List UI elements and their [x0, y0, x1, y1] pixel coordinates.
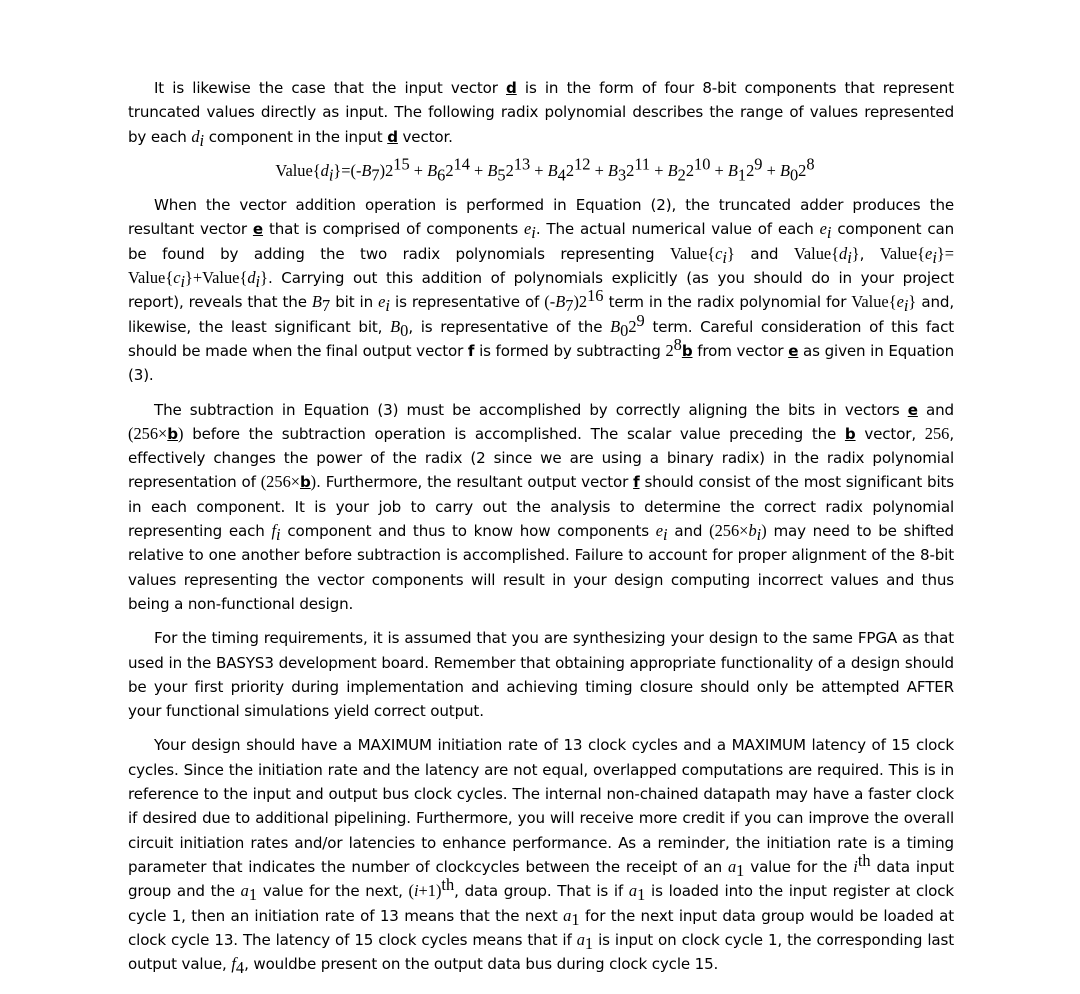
text-segment-m: }: [260, 268, 268, 288]
text-segment-sub-mi: i: [328, 165, 334, 185]
text-segment-mi: a: [240, 881, 249, 901]
text-segment: for the next input data group would be loaded at clock cycle 13. The latency of 15 clock cycles means that if: [128, 906, 954, 949]
text-segment-mi: f: [231, 954, 236, 974]
text-segment: before the subtraction operation is accomplished. The scalar value preceding the: [183, 424, 845, 443]
text-segment-sub-mi: i: [180, 272, 186, 292]
text-segment-sub-mi: i: [663, 525, 668, 545]
text-segment: is in the form of four 8-bit components that represent truncated values directly as input. The following radix polynomial describes the range of values represented by each: [128, 79, 954, 146]
text-segment-m: }: [908, 292, 917, 312]
paragraph-timing-requirements: [128, 626, 954, 723]
text-segment-m: (256×: [709, 521, 749, 541]
text-segment-m: Value{: [793, 243, 840, 263]
text-segment-m: 256: [924, 423, 950, 443]
text-segment-sub: 4: [235, 958, 245, 978]
text-segment: that is comprised of components: [263, 220, 524, 239]
text-segment-m: 2: [505, 160, 514, 180]
text-segment-ub: f: [633, 473, 640, 492]
text-segment: and: [917, 400, 954, 419]
text-segment-m: (-: [544, 292, 556, 312]
text-segment-mi: e: [378, 292, 386, 312]
text-segment-m: ): [761, 521, 767, 541]
text-segment-sub-mi: i: [932, 247, 937, 267]
text-segment-m: 2: [565, 160, 575, 180]
text-segment-sup: 15: [393, 154, 410, 174]
text-segment-sup: 9: [636, 310, 645, 330]
text-segment: , is representative of the: [408, 317, 611, 336]
text-segment: Your design should have a MAXIMUM initiation rate of 13 clock cycles and a MAXIMUM latency of 15 clock cycles. Since the initiation rate and the latency are not equal, overlapped computations are required. This is in reference to the input and output bus clock cycles. The internal non-chained datapath may have a faster clock if desired due to additional pipelining. Furthermore, you will receive more credit if you can improve the overall circuit initiation rates and/or latencies to enhance performance. As a reminder, the initiation rate is a timing parameter that indicates the number of clockcycles between the receipt of an: [128, 736, 954, 876]
text-segment-mi: B: [779, 160, 790, 180]
text-segment: is formed by subtracting: [474, 341, 666, 360]
text-segment-sub-mi: i: [255, 272, 261, 292]
text-segment-m: 2: [665, 340, 674, 360]
text-segment-sup: 13: [513, 154, 531, 174]
paragraph-vector-addition: [128, 193, 954, 387]
text-segment-sup: 8: [806, 154, 815, 174]
text-segment-sup: 10: [694, 154, 711, 174]
text-segment: value for the next,: [257, 882, 409, 901]
radix-polynomial-equation: [128, 154, 954, 185]
text-segment-sup: 11: [634, 154, 651, 174]
text-segment-mi: d: [247, 268, 256, 288]
text-segment: term. Careful consideration of this fact should be made when the final output vector: [128, 317, 955, 360]
paragraph-input-vector-d: [128, 76, 954, 149]
text-segment-sub: 7: [321, 296, 331, 316]
text-segment-mi: B: [667, 160, 678, 180]
text-segment-mi: a: [576, 929, 585, 949]
text-segment: value for the: [744, 857, 854, 876]
text-segment-m: Value{: [879, 243, 926, 263]
text-segment-m: }: [726, 243, 735, 263]
text-segment-sub-mi: i: [756, 525, 762, 545]
text-segment-mi: B: [607, 160, 618, 180]
text-segment-mi: B: [727, 160, 738, 180]
text-segment-mi: a: [563, 905, 572, 925]
text-segment-sub: 3: [617, 165, 627, 185]
text-segment: is representative of: [389, 293, 545, 312]
text-segment-ub: e: [907, 400, 918, 419]
text-segment: component and thus to know how components: [280, 522, 656, 541]
text-segment-m: +: [469, 160, 488, 180]
text-segment: , effectively changes the power of the radix (2 since we are using a binary radix) in the radix polynomial representation of: [128, 424, 955, 492]
text-segment-m: +: [650, 160, 668, 180]
text-segment: , wouldbe present on the output data bus during clock cycle 15.: [244, 955, 719, 974]
text-segment: is input on clock cycle 1, the corresponding last output value,: [128, 930, 954, 974]
text-segment-mi: B: [555, 292, 566, 312]
text-segment: data input group and the: [128, 857, 954, 901]
text-segment-sup: 8: [673, 334, 682, 354]
paragraph-initiation-rate-latency: [128, 733, 954, 976]
text-segment-mi: i: [853, 856, 858, 876]
text-segment-mi: a: [727, 856, 737, 876]
text-segment-mi: d: [320, 160, 329, 180]
text-segment: component can be found by adding the two radix polynomials representing: [128, 220, 955, 263]
text-segment-ub: e: [252, 220, 264, 239]
text-segment-m: (: [408, 881, 414, 901]
text-segment: may need to be shifted relative to one another before subtraction is accomplished. Failure to account for proper alignment of the 8-bit values representing the vector components will result in your design computing incorrect values and thus being a non-functional design.: [128, 522, 954, 613]
text-segment-sub: 0: [620, 320, 629, 340]
text-segment: . The actual numerical value of each: [535, 220, 820, 239]
text-segment-mi: B: [610, 316, 621, 336]
text-segment-sub-mi: i: [531, 223, 536, 243]
text-segment: and, likewise, the least significant bit,: [128, 293, 954, 336]
text-segment: bit in: [330, 293, 379, 312]
text-segment: , data group. That is if: [454, 882, 629, 901]
text-segment-sup: 14: [453, 154, 470, 174]
text-segment-mi: f: [271, 521, 277, 541]
text-segment-sub-mi: i: [199, 130, 205, 150]
text-segment: It is likewise the case that the input vector: [154, 79, 507, 97]
text-segment-mi: e: [655, 521, 664, 541]
text-segment-sub: 1: [637, 885, 646, 905]
text-segment-mi: B: [311, 292, 322, 312]
text-segment-m: +: [590, 160, 608, 180]
text-segment-ub: b: [681, 341, 693, 360]
text-segment: term in the radix polynomial for: [603, 293, 852, 312]
text-segment: is loaded into the input register at clock cycle 1, then an initiation rate of 13 means that the next: [128, 882, 954, 925]
text-segment: When the vector addition operation is performed in Equation (2), the truncated adder produces the resultant vector: [128, 196, 954, 239]
paragraph-subtraction-alignment: [128, 398, 954, 617]
text-segment-sub: 1: [736, 860, 745, 880]
text-segment-sup: 12: [574, 154, 591, 174]
text-segment-sub-mi: i: [847, 247, 852, 267]
text-segment-ub: e: [788, 341, 799, 360]
text-segment-m: ): [310, 472, 317, 492]
text-segment-sub-mi: i: [385, 296, 390, 316]
text-segment: as given in Equation (3).: [128, 341, 954, 385]
text-segment-m: }+Value{: [185, 268, 248, 288]
text-segment-m: }: [851, 243, 860, 263]
text-segment-m: (256×: [260, 472, 301, 492]
text-segment-mi: c: [173, 268, 181, 288]
text-segment-sup: 9: [754, 154, 763, 174]
text-segment-mi: c: [715, 243, 723, 263]
text-segment-sub-mi: i: [826, 223, 832, 243]
text-segment-sup: th: [441, 875, 455, 895]
text-segment-m: 2: [798, 160, 807, 180]
text-segment-m: }=(-: [333, 160, 362, 180]
text-segment: . Carrying out this addition of polynomials explicitly (as you should do in your project report), reveals that the: [128, 269, 954, 312]
text-segment-mi: e: [819, 219, 827, 239]
text-segment: from vector: [692, 341, 789, 360]
text-segment-m: )2: [379, 160, 394, 180]
text-segment-ub: d: [387, 127, 398, 146]
text-segment-m: Value{: [851, 292, 897, 312]
text-segment-m: 2: [685, 160, 695, 180]
text-segment: should consist of the most significant bits in each component. It is your job to carry out the analysis to determine the correct radix polynomial representing each: [128, 473, 954, 541]
text-segment: For the timing requirements, it is assumed that you are synthesizing your design to the same FPGA as that used in the BASYS3 development board. Remember that obtaining appropriate functionality of a design should be your first priority during implementation and achieving timing closure should only be attempted AFTER your functional simulations yield correct output.: [128, 629, 954, 721]
text-segment: vector.: [397, 127, 453, 146]
text-segment-ub: d: [506, 79, 517, 97]
text-segment-mi: B: [427, 160, 438, 180]
text-segment-mi: d: [839, 243, 848, 263]
text-segment-m: 2: [628, 316, 637, 336]
text-segment-sub: 7: [565, 296, 574, 316]
text-segment-sub: 0: [789, 165, 799, 185]
text-segment: and: [667, 522, 710, 541]
text-segment-m: )2: [573, 292, 588, 312]
text-segment-sub: 0: [400, 320, 409, 340]
text-segment-m: +: [409, 160, 428, 180]
text-segment-m: +: [762, 160, 780, 180]
text-segment: and: [734, 244, 794, 263]
text-segment-m: 2: [445, 160, 454, 180]
text-segment-mi: B: [487, 160, 498, 180]
text-segment-m: (256×: [128, 423, 168, 443]
text-segment-sub: 4: [557, 165, 566, 185]
text-segment-mi: e: [896, 292, 904, 312]
text-segment-sub: 1: [571, 909, 580, 929]
text-segment-sub-mi: i: [276, 525, 281, 545]
text-segment-m: +1): [418, 881, 442, 901]
text-segment-sub-mi: i: [903, 296, 909, 316]
text-segment-b: f: [467, 341, 475, 360]
text-segment-sub-mi: i: [722, 247, 727, 267]
text-segment-sup: 16: [587, 286, 604, 306]
text-segment-sub: 1: [248, 885, 258, 905]
text-segment-sub: 1: [584, 933, 594, 953]
text-segment-ub: b: [844, 424, 856, 443]
text-segment: The subtraction in Equation (3) must be accomplished by correctly aligning the bits in vectors: [154, 400, 908, 419]
text-segment-m: Value{: [275, 160, 321, 180]
text-segment-sub: 6: [437, 165, 446, 185]
text-segment: vector,: [855, 424, 925, 443]
text-segment-ub: b: [300, 473, 311, 492]
text-segment-ub: b: [167, 424, 178, 443]
text-segment-sub: 2: [677, 165, 686, 185]
text-segment-mi: b: [748, 521, 757, 541]
text-segment-mi: i: [413, 881, 419, 901]
text-segment-m: 2: [626, 160, 635, 180]
text-segment-m: +: [530, 160, 548, 180]
text-segment: ,: [859, 244, 880, 263]
text-segment-mi: B: [547, 160, 558, 180]
text-segment-sub: 7: [371, 165, 380, 185]
text-segment-mi: e: [925, 243, 933, 263]
text-segment-mi: B: [390, 316, 401, 336]
text-segment: . Furthermore, the resultant output vector: [316, 473, 634, 492]
text-segment-mi: d: [191, 126, 200, 146]
text-segment-m: 2: [746, 160, 755, 180]
text-segment-m: }= Value{: [128, 243, 954, 288]
text-segment-m: ): [177, 423, 184, 443]
text-segment-m: Value{: [669, 243, 716, 263]
text-segment-sub: 5: [497, 165, 506, 185]
text-segment-mi: B: [361, 160, 372, 180]
text-segment: component in the input: [204, 127, 388, 146]
text-segment-sub: 1: [737, 165, 747, 185]
text-segment-mi: e: [523, 219, 532, 239]
text-segment-sup: th: [857, 850, 871, 870]
text-segment-mi: a: [628, 881, 638, 901]
text-segment-m: +: [710, 160, 728, 180]
